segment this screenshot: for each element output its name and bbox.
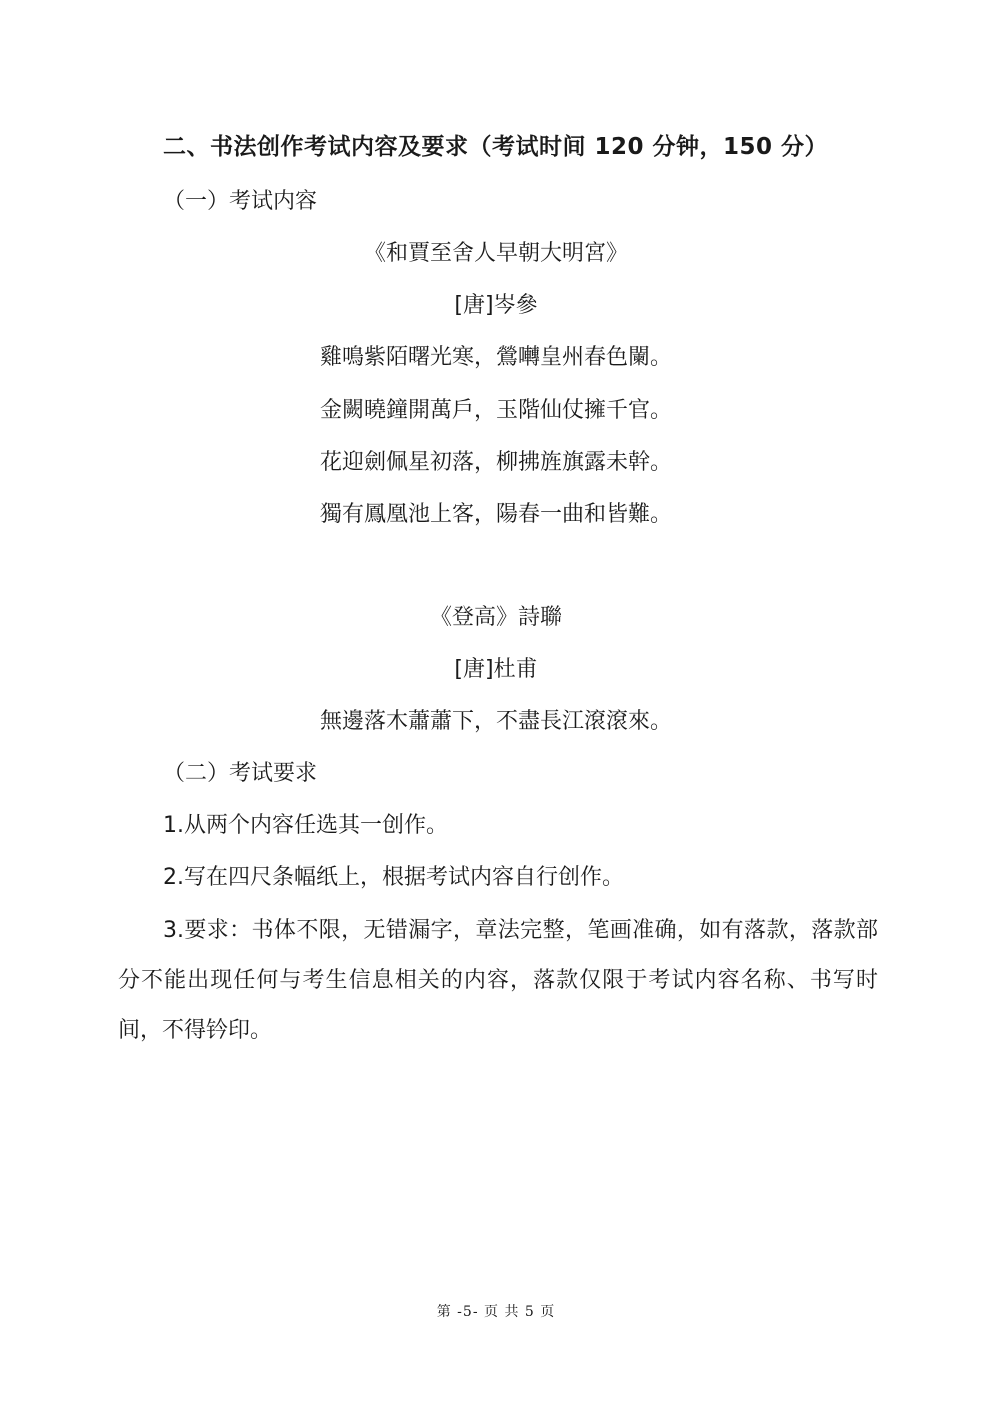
poem1-title: 《和賈至舍人早朝大明宮》	[363, 241, 628, 266]
section-heading: 二、书法创作考试内容及要求（考试时间 120 分钟，150 分）	[163, 134, 829, 160]
poem2-author: [唐]杜甫	[454, 657, 538, 682]
poem1-line: 金闕曉鐘開萬戶，玉階仙仗擁千官。	[319, 398, 672, 423]
section2-label: （二）考试要求	[163, 761, 318, 786]
page-footer: 第 -5- 页 共 5 页	[436, 1304, 556, 1320]
requirement-item: 1.从两个内容任选其一创作。	[163, 813, 448, 838]
poem2-line: 無邊落木蕭蕭下，不盡長江滾滾來。	[319, 709, 672, 734]
poem1-author: [唐]岑參	[454, 293, 538, 318]
poem1-line: 雞鳴紫陌曙光寒，鶯囀皇州春色闌。	[319, 345, 672, 370]
poem1-line: 花迎劍佩星初落，柳拂旌旗露未幹。	[319, 450, 672, 475]
requirement-item: 2.写在四尺条幅纸上，根据考试内容自行创作。	[163, 865, 624, 890]
poem1-line: 獨有鳳凰池上客，陽春一曲和皆難。	[319, 502, 672, 527]
section1-label: （一）考试内容	[163, 189, 318, 214]
poem2-title: 《登高》詩聯	[429, 605, 562, 630]
requirement-item: 3.要求：书体不限，无错漏字，章法完整，笔画准确，如有落款，落款部分不能出现任何与考生信息相关的内容，落款仅限于考试内容名称、书写时间，不得钤印。	[118, 918, 878, 1043]
